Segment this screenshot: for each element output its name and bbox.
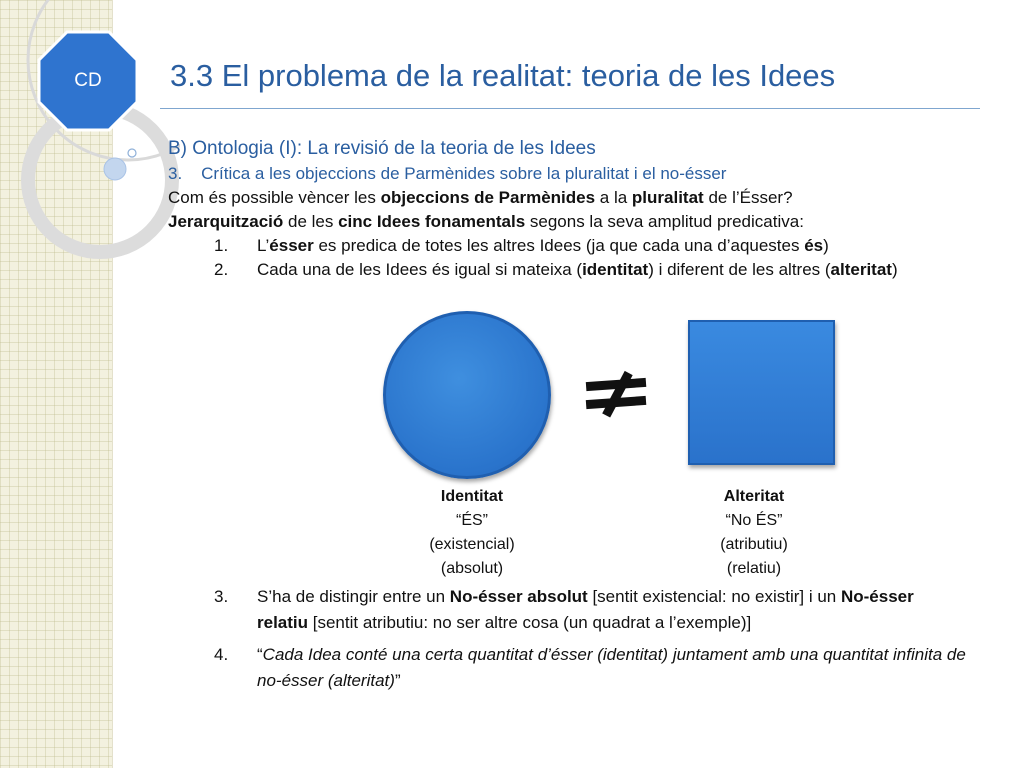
text-run: ) i diferent de les altres ( xyxy=(648,260,831,279)
quote-mark: “ xyxy=(257,645,263,664)
bold-run: cinc Idees fonamentals xyxy=(338,212,526,231)
title-divider xyxy=(160,108,980,109)
list-item xyxy=(214,234,968,258)
caption-line: “ÉS” xyxy=(456,512,488,529)
bold-run: alteritat xyxy=(830,260,892,279)
bold-run: No-ésser relatiu xyxy=(257,587,914,632)
item-text xyxy=(257,234,968,258)
page-title: 3.3 El problema de la realitat: teoria de les Idees xyxy=(170,58,836,93)
text-run: segons la seva amplitud predicativa: xyxy=(525,212,804,231)
item-number: 2. xyxy=(214,260,229,279)
subsection-number: 3. xyxy=(168,164,183,183)
text-run: [sentit atributiu: no ser altre cosa (un quadrat a l’exemple)] xyxy=(308,613,752,632)
not-equal-icon xyxy=(584,370,650,420)
text-run: Cada una de les Idees és igual si mateixa ( xyxy=(257,260,583,279)
text-run: [sentit existencial: no existir] i un xyxy=(587,587,841,606)
item-text xyxy=(257,584,968,636)
identity-caption xyxy=(372,485,572,581)
item-text xyxy=(257,258,968,282)
bold-run: Jerarquització xyxy=(168,212,284,231)
text-run: ) xyxy=(823,236,829,255)
lower-list xyxy=(168,584,968,694)
caption-line: “No ÉS” xyxy=(725,512,783,529)
text-run: S’ha de distingir entre un xyxy=(257,587,450,606)
caption-title: Alteritat xyxy=(723,488,785,505)
quote-mark: ” xyxy=(394,671,401,690)
list-item xyxy=(214,584,968,636)
bold-run: objeccions de Parmènides xyxy=(380,188,596,207)
section-heading: B) Ontologia (I): La revisió de la teoria de les Idees xyxy=(168,138,596,159)
alterity-square xyxy=(688,320,835,465)
text-run: ) xyxy=(891,260,898,279)
list-item xyxy=(214,258,968,282)
question-line xyxy=(168,186,968,210)
hierarchy-line xyxy=(168,210,968,234)
caption-title: Identitat xyxy=(440,488,504,505)
text-run: Com és possible vèncer les xyxy=(168,188,381,207)
bold-run: pluralitat xyxy=(631,188,704,207)
badge-label: CD xyxy=(74,70,102,91)
text-run: de l’Ésser? xyxy=(703,188,793,207)
bold-run: ésser xyxy=(269,236,314,255)
item-number: 4. xyxy=(214,645,229,664)
subsection-heading xyxy=(168,162,968,186)
slide-content xyxy=(168,136,968,282)
bold-run: és xyxy=(804,236,824,255)
item-number: 1. xyxy=(214,236,229,255)
text-run: L’ xyxy=(257,236,270,255)
section-badge xyxy=(37,30,139,132)
text-run: es predica de totes les altres Idees (ja que cada una d’aquestes xyxy=(313,236,805,255)
italic-quote: Cada Idea conté una certa quantitat d’ésser (identitat) juntament amb una quantitat infinita de no-ésser (alteritat) xyxy=(257,645,966,690)
bold-run: No-ésser absolut xyxy=(449,587,588,606)
item-number: 3. xyxy=(214,587,229,606)
identity-circle xyxy=(383,311,551,479)
bold-run: identitat xyxy=(582,260,649,279)
item-text xyxy=(257,642,968,694)
subsection-text: Crítica a les objeccions de Parmènides sobre la pluralitat i el no-ésser xyxy=(201,164,727,183)
text-run: a la xyxy=(595,188,632,207)
caption-line: (atributiu) xyxy=(720,536,788,553)
alterity-caption xyxy=(654,485,854,581)
list-item xyxy=(214,642,968,694)
caption-line: (existencial) xyxy=(429,536,515,553)
caption-line: (relatiu) xyxy=(726,560,782,577)
caption-line: (absolut) xyxy=(440,560,504,577)
text-run: de les xyxy=(283,212,339,231)
